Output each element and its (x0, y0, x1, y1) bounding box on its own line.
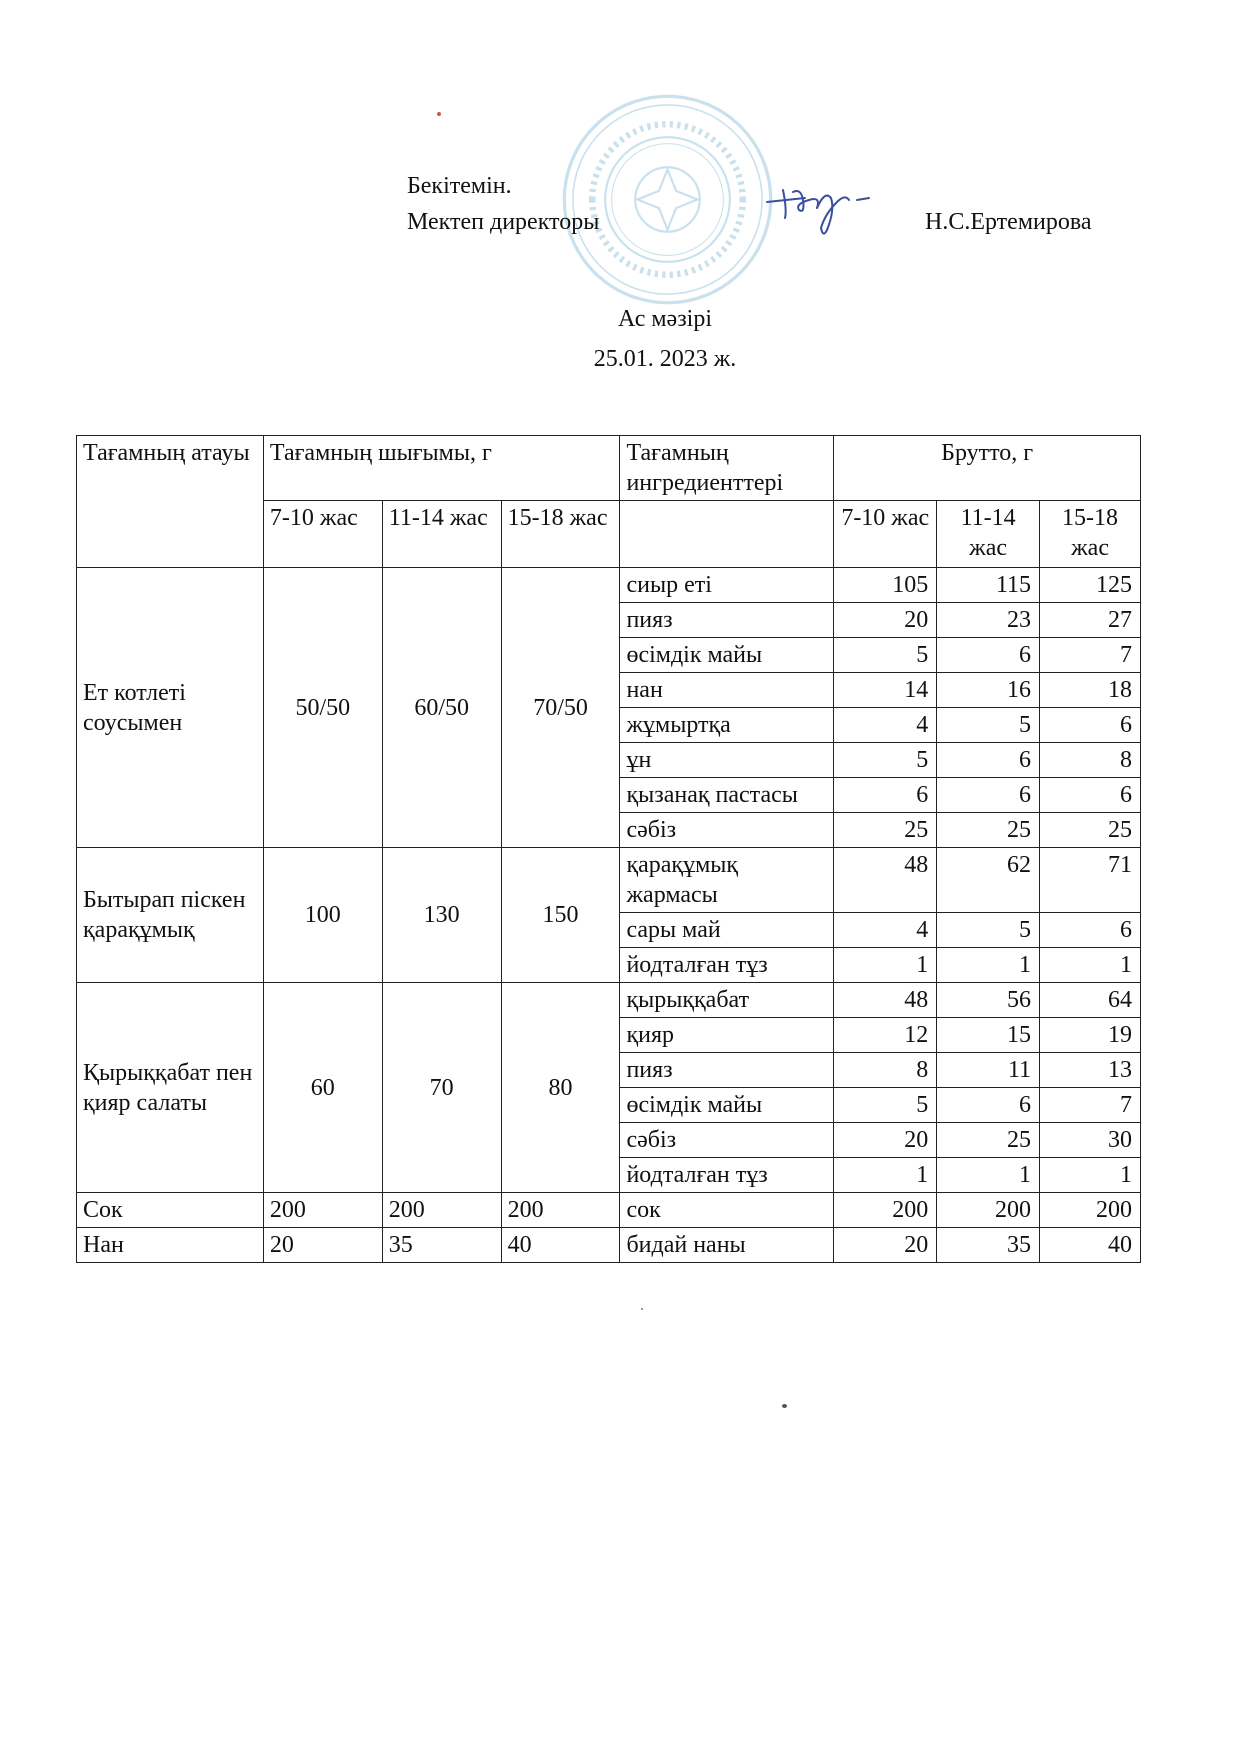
ingredient-brutto-1: 12 (834, 1018, 937, 1053)
signature-icon (765, 170, 885, 240)
ingredient-name: пияз (620, 1053, 834, 1088)
header-brutto: Брутто, г (834, 436, 1141, 501)
dish-output-3: 150 (501, 848, 620, 983)
dish-output-2: 70 (382, 983, 501, 1193)
director-name: Н.С.Ертемирова (925, 209, 1092, 235)
ingredient-brutto-3: 25 (1040, 813, 1141, 848)
ingredient-name: йодталған тұз (620, 1158, 834, 1193)
table-header-row (77, 436, 1141, 501)
ingredient-brutto-3: 8 (1040, 743, 1141, 778)
brutto-age-1: 7-10 жас (834, 501, 937, 568)
ingredient-name: пияз (620, 603, 834, 638)
ingredient-brutto-3: 71 (1040, 848, 1141, 913)
ingredient-brutto-2: 6 (937, 638, 1040, 673)
ingredient-brutto-1: 4 (834, 913, 937, 948)
output-age-2: 11-14 жас (382, 501, 501, 568)
table-row (77, 568, 1141, 603)
output-age-3: 15-18 жас (501, 501, 620, 568)
ingredient-brutto-2: 6 (937, 743, 1040, 778)
dish-output-3: 80 (501, 983, 620, 1193)
ingredient-brutto-1: 4 (834, 708, 937, 743)
table-row (77, 848, 1141, 913)
ingredient-name: бидай наны (620, 1228, 834, 1263)
ingredient-brutto-3: 200 (1040, 1193, 1141, 1228)
ingredient-name: ұн (620, 743, 834, 778)
scan-speck (437, 112, 441, 116)
approve-label: Бекітемін. (407, 173, 512, 199)
ingredient-brutto-1: 48 (834, 983, 937, 1018)
dish-output-2: 35 (382, 1228, 501, 1263)
table-row (77, 983, 1141, 1018)
dish-output-2: 200 (382, 1193, 501, 1228)
ingredient-brutto-3: 6 (1040, 708, 1141, 743)
menu-table (76, 435, 1141, 1263)
dish-name: Бытырап піскен қарақұмық (77, 848, 264, 983)
output-age-1: 7-10 жас (263, 501, 382, 568)
dish-name: Нан (77, 1228, 264, 1263)
ingredient-name: жұмыртқа (620, 708, 834, 743)
brutto-age-2: 11-14 жас (937, 501, 1040, 568)
ingredient-name: сәбіз (620, 813, 834, 848)
dish-output-2: 60/50 (382, 568, 501, 848)
ingredient-name: сәбіз (620, 1123, 834, 1158)
ingredients-age-blank (620, 501, 834, 568)
ingredient-brutto-1: 5 (834, 1088, 937, 1123)
ingredient-brutto-3: 40 (1040, 1228, 1141, 1263)
ingredient-brutto-2: 15 (937, 1018, 1040, 1053)
ingredient-brutto-1: 5 (834, 743, 937, 778)
ingredient-brutto-1: 200 (834, 1193, 937, 1228)
ingredient-name: сиыр еті (620, 568, 834, 603)
ingredient-name: қызанақ пастасы (620, 778, 834, 813)
header-output: Тағамның шығымы, г (263, 436, 620, 501)
brutto-age-3: 15-18 жас (1040, 501, 1141, 568)
director-title: Мектеп директоры (407, 209, 600, 235)
header-ingredients: Тағамның ингредиенттері (620, 436, 834, 501)
ingredient-brutto-1: 20 (834, 1228, 937, 1263)
dish-name: Сок (77, 1193, 264, 1228)
ingredient-brutto-2: 5 (937, 913, 1040, 948)
ingredient-brutto-1: 5 (834, 638, 937, 673)
table-row (77, 1193, 1141, 1228)
dish-output-1: 20 (263, 1228, 382, 1263)
scan-speck (641, 1308, 643, 1310)
ingredient-brutto-3: 125 (1040, 568, 1141, 603)
dish-output-1: 200 (263, 1193, 382, 1228)
dish-output-1: 60 (263, 983, 382, 1193)
dish-output-2: 130 (382, 848, 501, 983)
ingredient-brutto-1: 1 (834, 948, 937, 983)
ingredient-brutto-2: 25 (937, 1123, 1040, 1158)
ingredient-brutto-1: 105 (834, 568, 937, 603)
ingredient-brutto-3: 1 (1040, 948, 1141, 983)
ingredient-name: өсімдік майы (620, 638, 834, 673)
ingredient-brutto-2: 1 (937, 1158, 1040, 1193)
ingredient-brutto-2: 1 (937, 948, 1040, 983)
dish-output-3: 70/50 (501, 568, 620, 848)
ingredient-brutto-3: 19 (1040, 1018, 1141, 1053)
ingredient-brutto-1: 6 (834, 778, 937, 813)
ingredient-brutto-2: 5 (937, 708, 1040, 743)
ingredient-name: сары май (620, 913, 834, 948)
ingredient-name: йодталған тұз (620, 948, 834, 983)
ingredient-brutto-1: 48 (834, 848, 937, 913)
ingredient-name: өсімдік майы (620, 1088, 834, 1123)
ingredient-brutto-3: 1 (1040, 1158, 1141, 1193)
ingredient-brutto-1: 20 (834, 1123, 937, 1158)
ingredient-name: қарақұмық жармасы (620, 848, 834, 913)
ingredient-brutto-3: 7 (1040, 1088, 1141, 1123)
ingredient-brutto-2: 25 (937, 813, 1040, 848)
ingredient-brutto-3: 13 (1040, 1053, 1141, 1088)
dish-output-1: 100 (263, 848, 382, 983)
ingredient-brutto-2: 62 (937, 848, 1040, 913)
ingredient-name: нан (620, 673, 834, 708)
menu-table-body (77, 568, 1141, 1263)
ingredient-brutto-1: 1 (834, 1158, 937, 1193)
dish-name: Ет котлеті соусымен (77, 568, 264, 848)
ingredient-brutto-3: 7 (1040, 638, 1141, 673)
dish-output-3: 200 (501, 1193, 620, 1228)
ingredient-brutto-2: 16 (937, 673, 1040, 708)
table-row (77, 1228, 1141, 1263)
ingredient-brutto-3: 18 (1040, 673, 1141, 708)
dish-output-1: 50/50 (263, 568, 382, 848)
ingredient-brutto-3: 27 (1040, 603, 1141, 638)
ingredient-brutto-2: 6 (937, 1088, 1040, 1123)
ingredient-brutto-3: 64 (1040, 983, 1141, 1018)
dish-output-3: 40 (501, 1228, 620, 1263)
ingredient-brutto-2: 23 (937, 603, 1040, 638)
ingredient-brutto-2: 56 (937, 983, 1040, 1018)
scan-speck (782, 1404, 787, 1408)
ingredient-name: қырыққабат (620, 983, 834, 1018)
ingredient-brutto-2: 35 (937, 1228, 1040, 1263)
ingredient-name: қияр (620, 1018, 834, 1053)
ingredient-brutto-3: 30 (1040, 1123, 1141, 1158)
ingredient-brutto-3: 6 (1040, 778, 1141, 813)
ingredient-name: сок (620, 1193, 834, 1228)
ingredient-brutto-1: 25 (834, 813, 937, 848)
ingredient-brutto-2: 200 (937, 1193, 1040, 1228)
ingredient-brutto-2: 11 (937, 1053, 1040, 1088)
ingredient-brutto-3: 6 (1040, 913, 1141, 948)
ingredient-brutto-1: 8 (834, 1053, 937, 1088)
document-title: Ас мәзірі (617, 306, 713, 332)
header-dish-name: Тағамның атауы (77, 436, 264, 568)
ingredient-brutto-1: 20 (834, 603, 937, 638)
dish-name: Қырыққабат пен қияр салаты (77, 983, 264, 1193)
ingredient-brutto-2: 6 (937, 778, 1040, 813)
ingredient-brutto-2: 115 (937, 568, 1040, 603)
document-date: 25.01. 2023 ж. (593, 346, 737, 372)
ingredient-brutto-1: 14 (834, 673, 937, 708)
approval-block (407, 168, 599, 240)
